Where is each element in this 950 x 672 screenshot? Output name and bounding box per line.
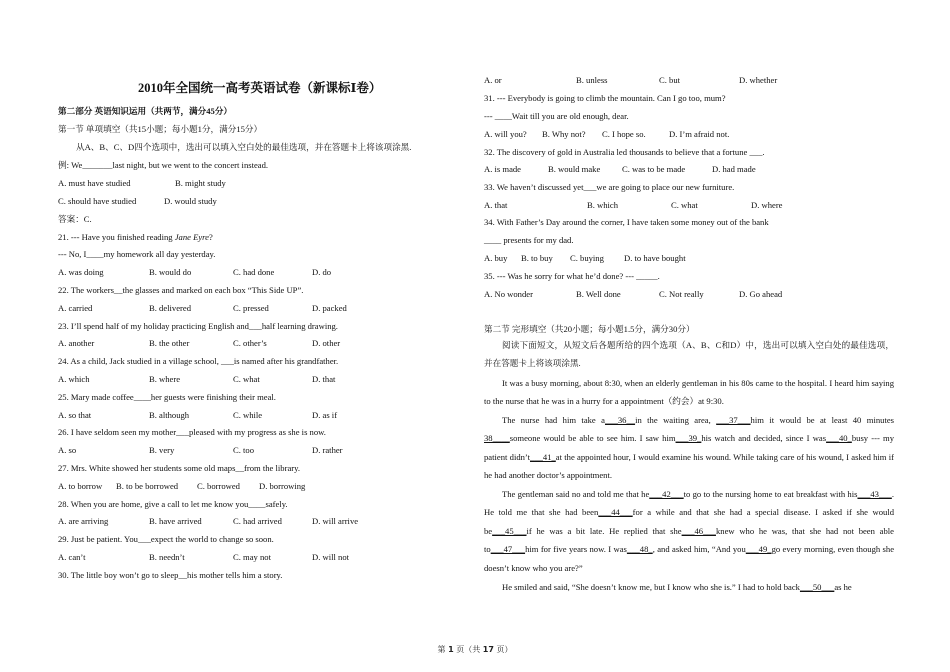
option-a: A. is made: [484, 164, 521, 174]
option-c: C. buying: [570, 253, 604, 263]
option-c: C. may not: [233, 552, 271, 562]
option-d: D. borrowing: [259, 481, 306, 491]
option-c: C. what: [233, 374, 260, 384]
question-35-stem: 35. --- Was he sorry for what he’d done? --- _____.: [484, 271, 660, 281]
option-a: A. so: [58, 445, 77, 455]
option-a: A. another: [58, 338, 95, 348]
option-a: A. carried: [58, 303, 93, 313]
question-29-stem: 29. Just be patient. You___expect the world to change so soon.: [58, 534, 274, 544]
section1-header: 第一节 单项填空（共15小题；每小题1分，满分15分）: [58, 124, 263, 134]
option-c: C. pressed: [233, 303, 269, 313]
question-34-stem: 34. With Father’s Day around the corner, I have taken some money out of the bank: [484, 217, 769, 227]
option-a: A. buy: [484, 253, 508, 263]
example-stem: 例: We_______last night, but we went to the concert instead.: [58, 160, 269, 170]
page-total: 17: [482, 645, 494, 654]
option-a: A. are arriving: [58, 516, 109, 526]
option-b: B. have arrived: [149, 516, 202, 526]
page-title: 2010年全国统一高考英语试卷（新课标Ⅰ卷）: [138, 81, 382, 95]
option-d: D. would study: [164, 196, 217, 206]
question-28-stem: 28. When you are home, give a call to let me know you____safely.: [58, 499, 288, 509]
option-a: A. must have studied: [58, 178, 131, 188]
section2-instruction: 阅读下面短文，从短文后各题所给的四个选项（A、B、C和D）中，选出可以填入空白处的最佳选项，并在答题卡上将该项涂黑.: [484, 340, 894, 368]
option-d: D. Go ahead: [739, 289, 783, 299]
option-d: D. I’m afraid not.: [669, 129, 730, 139]
blank-37: ___37___: [716, 415, 751, 425]
option-b: B. Why not?: [542, 129, 586, 139]
page-number: 1: [448, 645, 454, 654]
question-25-stem: 25. Mary made coffee____her guests were finishing their meal.: [58, 392, 276, 402]
cloze-paragraph-1: It was a busy morning, about 8:30, when an elderly gentleman in his 80s came to the hospital. I heard him saying to the nurse that he was in a hurry for a appointment（约会）at 9:30.: [484, 378, 894, 407]
blank-48: ___48_: [626, 544, 653, 555]
question-33-stem: 33. We haven’t discussed yet___we are going to place our new furniture.: [484, 182, 735, 192]
option-b: B. unless: [576, 75, 608, 85]
option-d: D. packed: [312, 303, 347, 313]
option-a: A. was doing: [58, 267, 104, 277]
option-c: C. had arrived: [233, 516, 282, 526]
question-30-stem: 30. The little boy won’t go to sleep__his mother tells him a story.: [58, 570, 283, 580]
option-b: B. needn’t: [149, 552, 185, 562]
option-d: D. had made: [712, 164, 756, 174]
option-b: B. which: [587, 200, 619, 210]
blank-42: ___42___: [649, 489, 684, 499]
option-a: A. to borrow: [58, 481, 103, 491]
question-22-stem: 22. The workers__the glasses and marked on each box “This Side UP”.: [58, 285, 304, 295]
blank-43: ___43___: [857, 489, 892, 499]
option-c: C. I hope so.: [602, 129, 646, 139]
blank-47: ___47___: [490, 544, 526, 555]
blank-45: ___45___: [492, 525, 527, 536]
question-31-stem: 31. --- Everybody is going to climb the mountain. Can I go too, mum?: [484, 93, 726, 103]
option-d: D. as if: [312, 410, 338, 420]
option-c: C. was to be made: [622, 164, 686, 174]
option-b: B. would make: [548, 164, 601, 174]
option-c: C. what: [671, 200, 698, 210]
question-24-stem: 24. As a child, Jack studied in a village school, ___is named after his grandfather.: [58, 356, 339, 366]
option-b: B. to buy: [521, 253, 553, 263]
option-a: A. will you?: [484, 129, 527, 139]
option-b: B. very: [149, 445, 175, 455]
question-21-stem: 21. --- Have you finished reading Jane Eyre?: [58, 232, 213, 242]
option-b: B. where: [149, 374, 181, 384]
blank-38: 38____: [484, 433, 510, 444]
question-21-stem2: --- No, I____my homework all day yesterday.: [58, 249, 216, 259]
question-26-stem: 26. I have seldom seen my mother___pleased with my progress as she is now.: [58, 427, 326, 437]
option-a: A. so that: [58, 410, 92, 420]
option-c: C. had done: [233, 267, 275, 277]
option-d: D. that: [312, 374, 336, 384]
question-27-stem: 27. Mrs. White showed her students some old maps__from the library.: [58, 463, 301, 473]
cloze-paragraph-3: The gentleman said no and told me that he___42___to go to the nursing home to eat breakfast with his___43___. He told me that she had been___44___for a while and that she had a special disease. I asked if she would be___45___if he was a bit late. He replied that she___46___knew who he was, that she had not been able to___47___him for five years now. I was___48_, and asked him, “And you___49_go every morning, even though she doesn’t know who you are?”: [484, 489, 895, 573]
option-b: B. the other: [149, 338, 190, 348]
question-34-stem2: ____ presents for my dad.: [484, 235, 574, 245]
option-c: C. while: [233, 410, 263, 420]
section2-header: 第二节 完形填空（共20小题；每小题1.5分，满分30分）: [484, 324, 695, 334]
blank-44: ___44___: [598, 507, 633, 518]
option-a: A. No wonder: [484, 289, 533, 299]
cloze-paragraph-2: The nurse had him take a___36__in the waiting area, ___37___him it would be at least 40 minutes 38____someone would be able to see him. I saw him___39_his watch and decided, since I was___40_busy --- my patient didn’t___41_at the appointed hour, I would examine his wound. While taking care of his wound, I asked him if he had another doctor’s appointment.: [484, 415, 894, 481]
option-c: C. should have studied: [58, 196, 137, 206]
option-d: D. other: [312, 338, 341, 348]
option-a: A. can’t: [58, 552, 86, 562]
blank-40: ___40_: [826, 433, 852, 444]
option-d: D. do: [312, 267, 332, 277]
option-a: A. that: [484, 200, 508, 210]
question-32-stem: 32. The discovery of gold in Australia led thousands to believe that a fortune ___.: [484, 147, 765, 157]
option-a: A. which: [58, 374, 90, 384]
option-b: B. although: [149, 410, 190, 420]
option-c: C. borrowed: [197, 481, 240, 491]
option-b: B. Well done: [576, 289, 621, 299]
option-d: D. where: [751, 200, 783, 210]
example-answer: 答案：C.: [58, 214, 92, 224]
option-c: C. Not really: [659, 289, 704, 299]
blank-41: ___41_: [530, 451, 556, 462]
blank-46: ___46___: [681, 525, 716, 536]
option-b: B. would do: [149, 267, 192, 277]
blank-50: ___50___: [799, 582, 835, 592]
option-d: D. to have bought: [624, 253, 686, 263]
option-d: D. will not: [312, 552, 350, 562]
part2-header: 第二部分 英语知识运用（共两节，满分45分）: [58, 106, 233, 116]
option-d: D. rather: [312, 445, 343, 455]
option-b: B. delivered: [149, 303, 191, 313]
option-d: D. will arrive: [312, 516, 359, 526]
question-23-stem: 23. I’ll spend half of my holiday practicing English and___half learning drawing.: [58, 321, 338, 331]
blank-49: ___49_: [745, 544, 772, 555]
option-c: C. too: [233, 445, 255, 455]
option-b: B. to be borrowed: [116, 481, 179, 491]
option-d: D. whether: [739, 75, 778, 85]
question-31-stem2: --- ____Wait till you are old enough, dear.: [484, 111, 629, 121]
page-footer: 第 1 页（共 17 页）: [437, 645, 513, 654]
option-a: A. or: [484, 75, 502, 85]
cloze-paragraph-4: He smiled and said, “She doesn’t know me, but I know who she is.” I had to hold back___50___as he: [502, 582, 852, 592]
section1-instruction: 从A、B、C、D四个选项中，选出可以填入空白处的最佳选项，并在答题卡上将该项涂黑.: [76, 142, 412, 152]
blank-36: ___36__: [604, 415, 636, 425]
blank-39: ___39_: [675, 433, 702, 444]
option-c: C. but: [659, 75, 681, 85]
option-b: B. might study: [175, 178, 226, 188]
option-c: C. other’s: [233, 338, 267, 348]
